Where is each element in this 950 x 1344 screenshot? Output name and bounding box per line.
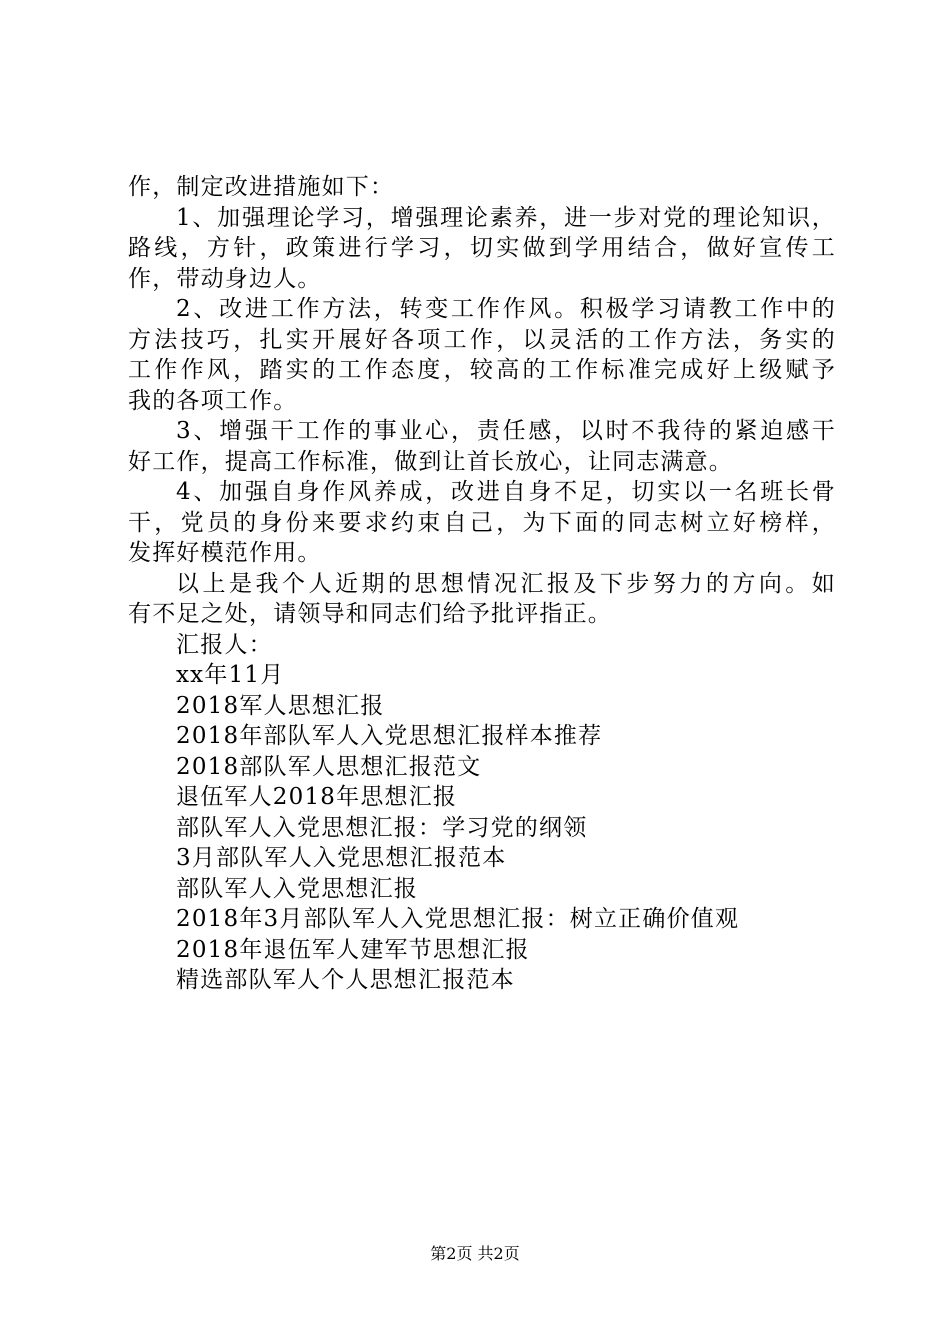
document-line: 3月部队军人入党思想汇报范本	[176, 845, 507, 871]
document-line: 退伍军人2018年思想汇报	[176, 784, 458, 810]
document-line: 干，党员的身份来要求约束自己，为下面的同志树立好榜样，	[128, 509, 836, 536]
document-line: 作，制定改进措施如下：	[128, 174, 395, 200]
document-line: 2018军人思想汇报	[176, 692, 385, 719]
document-line: 好工作，提高工作标准，做到让首长放心，让同志满意。	[128, 448, 733, 475]
document-line: 部队军人入党思想汇报：学习党的纲领	[176, 814, 588, 841]
document-line: 2、改进工作方法，转变工作作风。积极学习请教工作中的	[176, 296, 836, 322]
document-line: 汇报人：	[176, 631, 273, 658]
document-line: xx年11月	[176, 662, 285, 688]
document-line: 4、加强自身作风养成，改进自身不足，切实以一名班长骨	[176, 479, 836, 505]
document-line: 有不足之处，请领导和同志们给予批评指正。	[128, 601, 612, 627]
document-line: 作，带动身边人。	[128, 265, 322, 292]
document-line: 发挥好模范作用。	[128, 540, 322, 566]
document-line: 部队军人入党思想汇报	[176, 875, 418, 902]
document-line: 2018年部队军人入党思想汇报样本推荐	[176, 723, 603, 749]
document-line: 1、加强理论学习，增强理论素养，进一步对党的理论知识，	[176, 204, 836, 231]
document-line: 3、增强干工作的事业心，责任感，以时不我待的紧迫感干	[176, 418, 836, 444]
document-body	[128, 172, 836, 996]
document-line: 2018部队军人思想汇报范文	[176, 753, 482, 780]
document-line: 路线，方针，政策进行学习，切实做到学用结合，做好宣传工	[128, 235, 836, 261]
document-line: 方法技巧，扎实开展好各项工作，以灵活的工作方法，务实的	[128, 326, 836, 353]
document-line: 工作作风，踏实的工作态度，较高的工作标准完成好上级赋予	[128, 357, 836, 383]
document-line: 2018年退伍军人建军节思想汇报	[176, 936, 530, 963]
document-line: 我的各项工作。	[128, 387, 298, 414]
document-line: 以上是我个人近期的思想情况汇报及下步努力的方向。如	[176, 570, 836, 597]
document-line: 精选部队军人个人思想汇报范本	[176, 967, 515, 993]
document-line: 2018年3月部队军人入党思想汇报：树立正确价值观	[176, 906, 740, 932]
page-footer: 第2页 共2页	[430, 1244, 520, 1263]
